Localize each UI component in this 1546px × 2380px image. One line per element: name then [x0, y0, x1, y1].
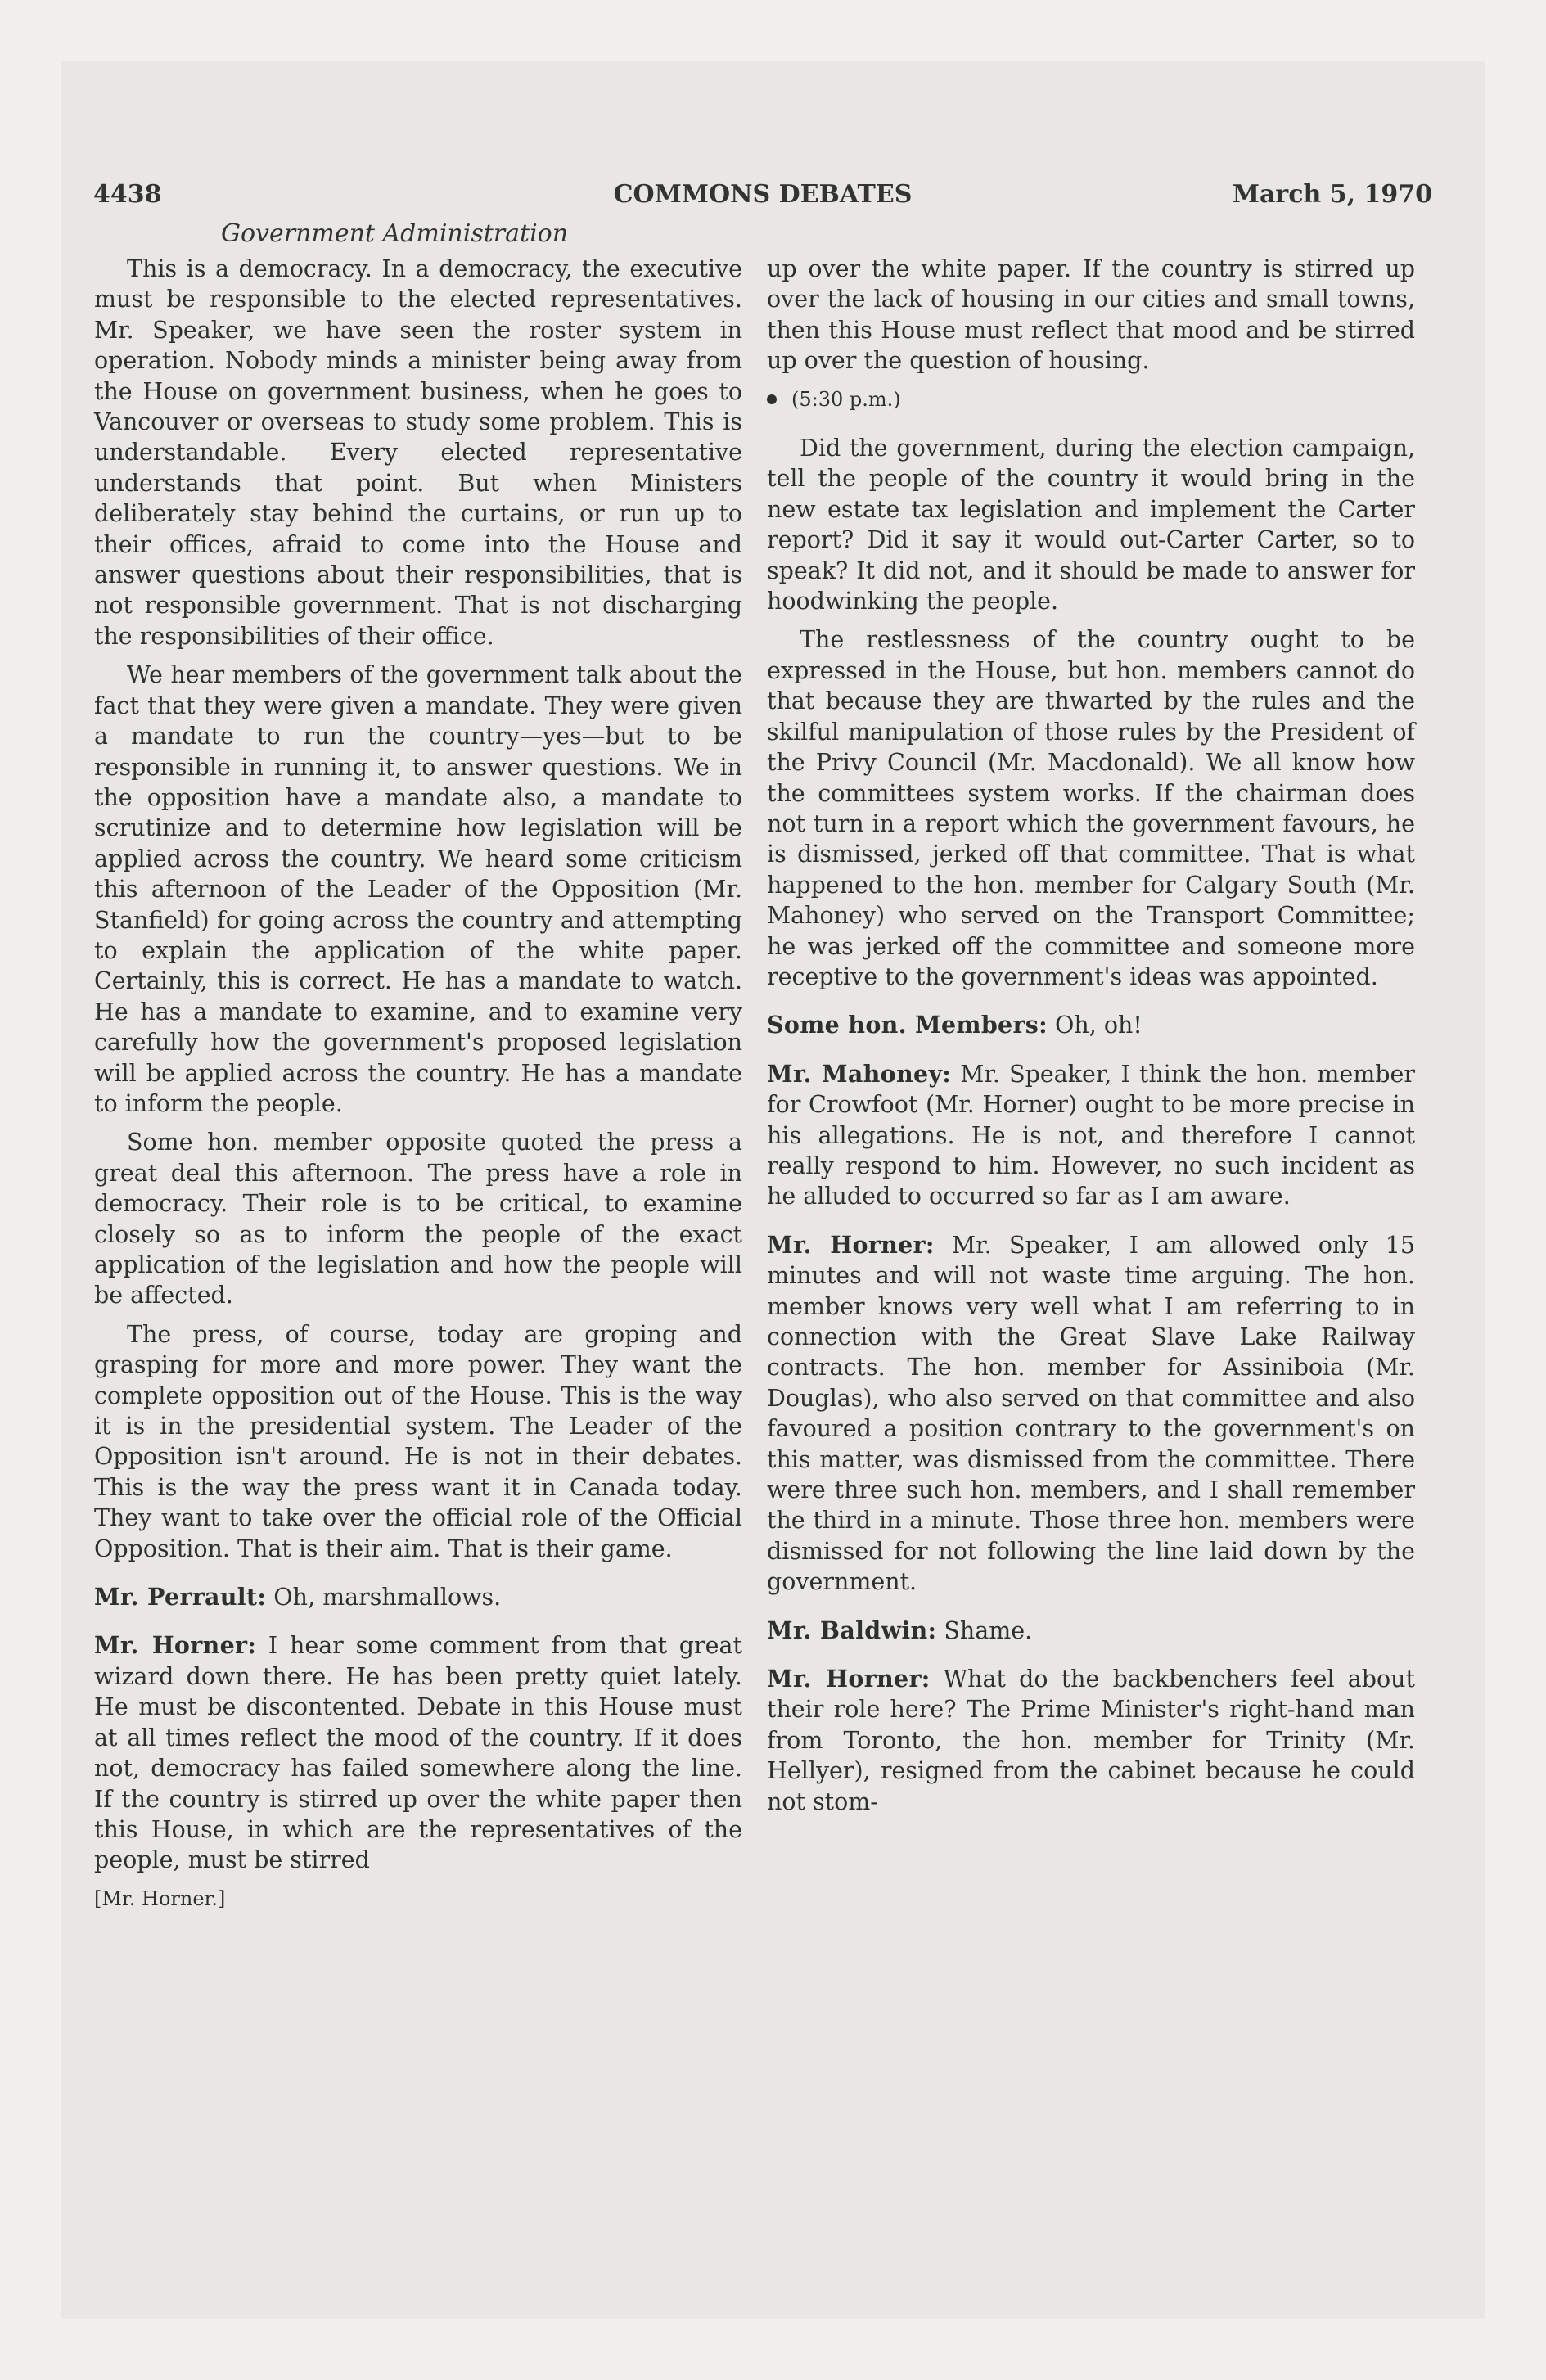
speaker-name: Mr. Mahoney:: [767, 1059, 952, 1088]
speaker-name: Mr. Horner:: [767, 1665, 931, 1693]
speaker-name: Mr. Baldwin:: [767, 1616, 937, 1644]
speaker-name: Some hon. Members:: [767, 1011, 1048, 1039]
paragraph: This is a democracy. In a democracy, the executive must be responsible to the elected representatives. Mr. Speaker, we have seen the roster system in operation. Nobody minds a minister being away from the House on government business, when he goes to Vancouver or overseas to study some problem. This is understandable. Every elected representative understands that point. But when Ministers deliberately stay behind the curtains, or run up to their offices, afraid to come into the House and answer questions about their responsibilities, that is not responsible government. That is not discharging the responsibilities of their office.: [94, 255, 742, 650]
paragraph: Did the government, during the election campaign, tell the people of the country it would bring in the new estate tax legislation and implement the Carter report? Did it say it would out-Carter Carter, so to speak? It did not, and it should be made to answer for hoodwinking the people.: [767, 435, 1415, 615]
page-number: 4438: [93, 180, 162, 209]
publication-title: COMMONS DEBATES: [613, 180, 913, 209]
speech-text: Oh, marshmallows.: [266, 1584, 502, 1611]
speech-baldwin: [767, 1616, 1415, 1646]
speech-text: What do the backbenchers feel about their role here? The Prime Minister's right-hand man from Toronto, the hon. member for Trinity (Mr. Hellyer), resigned from the cabinet because he could not stom-: [767, 1666, 1415, 1815]
speech-text: Oh, oh!: [1047, 1012, 1143, 1039]
bullet-icon: [767, 394, 777, 404]
speech-text: Shame.: [936, 1616, 1033, 1644]
speech-mahoney: [767, 1059, 1415, 1212]
speech-horner: [767, 1230, 1415, 1598]
speech-some-members: [767, 1010, 1415, 1040]
speech-text: Mr. Speaker, I am allowed only 15 minutes and will not waste time arguing. The hon. member knows very well what I am referring to in connection with the Great Slave Lake Railway contracts. The hon. member for Assiniboia (Mr. Douglas), who also served on that committee and also favoured a position contrary to the government's on this matter, was dismissed from the committee. There were three such hon. members, and I shall remember the third in a minute. Those three hon. members were dismissed for not following the line laid down by the government.: [767, 1231, 1415, 1596]
speaker-name: Mr. Perrault:: [94, 1583, 267, 1611]
paragraph: The restlessness of the country ought to be expressed in the House, but hon. members cannot do that because they are thwarted by the rules and the skilful manipulation of those rules by the President of the Privy Council (Mr. Macdonald). We all know how the committees system works. If the chairman does not turn in a report which the government favours, he is dismissed, jerked off that committee. That is what happened to the hon. member for Calgary South (Mr. Mahoney) who served on the Transport Committee; he was jerked off the committee and someone more receptive to the government's ideas was appointed.: [767, 626, 1415, 990]
page-header: [93, 180, 1432, 221]
speech-perrault: [94, 1582, 742, 1612]
speech-horner: [94, 1630, 742, 1875]
right-column: [767, 254, 1415, 1825]
paragraph: We hear members of the government talk about the fact that they were given a mandate. They were given a mandate to run the country—yes—but to be responsible in running it, to answer questions. We in the opposition have a mandate also, a mandate to scrutinize and to determine how legislation will be applied across the country. We heard some criticism this afternoon of the Leader of the Opposition (Mr. Stanfield) for going across the country and attempting to explain the application of the white paper. Certainly, this is correct. He has a mandate to watch. He has a mandate to examine, and to examine very carefully how the government's proposed legislation will be applied across the country. He has a mandate to inform the people.: [94, 661, 742, 1117]
speech-horner: [767, 1664, 1415, 1817]
paragraph: Some hon. member opposite quoted the press a great deal this afternoon. The press have a role in democracy. Their role is to be critical, to examine closely so as to inform the people of the exact application of the legislation and how the people will be affected.: [94, 1129, 742, 1309]
speech-text: Mr. Speaker, I think the hon. member for Crowfoot (Mr. Horner) ought to be more precise in his allegations. He is not, and therefore I cannot really respond to him. However, no such incident as he alluded to occurred so far as I am aware.: [767, 1060, 1415, 1210]
section-title: Government Administration: [221, 219, 569, 248]
publication-date: March 5, 1970: [1232, 180, 1432, 209]
speech-text: I hear some comment from that great wizard down there. He has been pretty quiet lately. He must be discontented. Debate in this House must at all times reflect the mood of the country. If it does not, democracy has failed somewhere along the line. If the country is stirred up over the white paper then this House, in which are the representatives of the people, must be stirred: [94, 1632, 742, 1874]
paragraph: The press, of course, today are groping and grasping for more and more power. They want the complete opposition out of the House. This is the way it is in the presidential system. The Leader of the Opposition isn't around. He is not in their debates. This is the way the press want it in Canada today. They want to take over the official role of the Official Opposition. That is their aim. That is their game.: [94, 1320, 742, 1562]
speaker-name: Mr. Horner:: [94, 1631, 257, 1660]
speaker-name: Mr. Horner:: [767, 1230, 935, 1259]
footer-speaker-label: [Mr. Horner.]: [94, 1886, 226, 1910]
time-marker-text: (5:30 p.m.): [791, 387, 901, 411]
time-marker: [767, 385, 1415, 415]
left-column: [94, 254, 742, 1922]
paragraph: up over the white paper. If the country is stirred up over the lack of housing in our cities and small towns, then this House must reflect that mood and be stirred up over the question of housing.: [767, 255, 1415, 375]
